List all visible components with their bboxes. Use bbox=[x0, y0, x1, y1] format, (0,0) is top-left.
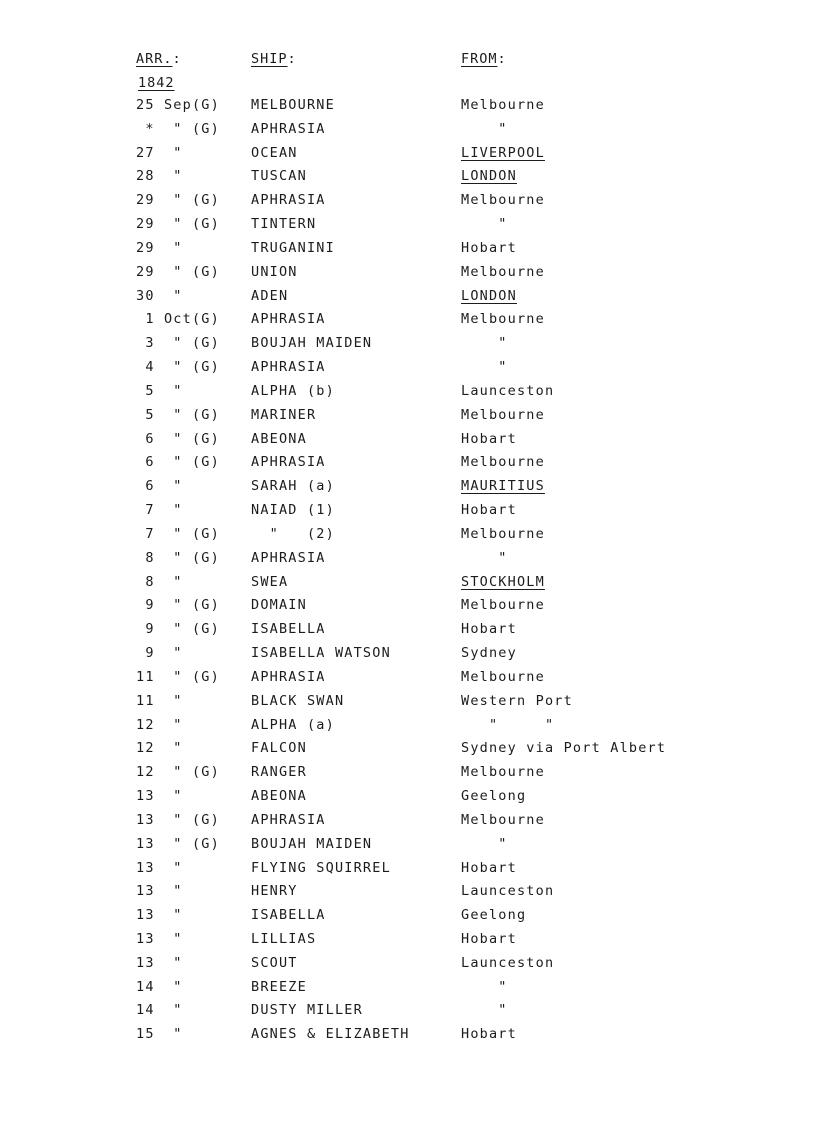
ship-name: APHRASIA bbox=[251, 311, 326, 328]
arrival-date: 7 " (G) bbox=[136, 525, 220, 542]
ship-name: ABEONA bbox=[251, 430, 307, 447]
arrival-date: 13 " bbox=[136, 907, 183, 924]
origin-port: Melbourne bbox=[461, 311, 545, 328]
ship-name: ISABELLA bbox=[251, 621, 326, 638]
table-row bbox=[0, 643, 816, 667]
arrival-date: 29 " (G) bbox=[136, 216, 220, 233]
ship-name: APHRASIA bbox=[251, 359, 326, 376]
column-header-row bbox=[0, 49, 816, 69]
origin-port: Melbourne bbox=[461, 525, 545, 542]
header-ship bbox=[251, 49, 297, 69]
arrival-date: 14 " bbox=[136, 1002, 183, 1019]
origin-port: Melbourne bbox=[461, 406, 545, 423]
origin-port: " bbox=[461, 1002, 508, 1019]
header-arr bbox=[136, 49, 182, 69]
origin-port: Hobart bbox=[461, 859, 517, 876]
ship-name: APHRASIA bbox=[251, 549, 326, 566]
ship-name: FLYING SQUIRREL bbox=[251, 859, 391, 876]
origin-port: Hobart bbox=[461, 621, 517, 638]
arrival-date: 15 " bbox=[136, 1026, 183, 1043]
table-row bbox=[0, 166, 816, 190]
table-row bbox=[0, 333, 816, 357]
arrival-date: 30 " bbox=[136, 287, 183, 304]
arrival-date: 25 Sep(G) bbox=[136, 97, 220, 113]
arrival-date: 13 " bbox=[136, 883, 183, 900]
ship-name: MELBOURNE bbox=[251, 97, 335, 113]
table-row bbox=[0, 858, 816, 882]
origin-port: " bbox=[461, 120, 508, 137]
ship-name: SCOUT bbox=[251, 954, 298, 971]
arrival-date: 13 " (G) bbox=[136, 835, 220, 852]
origin-port: Launceston bbox=[461, 954, 555, 971]
table-row bbox=[0, 572, 816, 596]
ship-name: ALPHA (a) bbox=[251, 716, 335, 733]
arrival-date: 12 " bbox=[136, 716, 183, 733]
arrival-date: 13 " bbox=[136, 859, 183, 876]
ship-name: APHRASIA bbox=[251, 668, 326, 685]
origin-port: Western Port bbox=[461, 692, 573, 709]
ship-name: " (2) bbox=[251, 525, 335, 542]
arrival-date: 8 " (G) bbox=[136, 549, 220, 566]
table-row bbox=[0, 190, 816, 214]
header-ship-label: SHIP bbox=[251, 51, 288, 67]
ship-name: SWEA bbox=[251, 573, 289, 590]
origin-port: " bbox=[461, 549, 508, 566]
table-row bbox=[0, 977, 816, 1001]
arrival-date: 7 " bbox=[136, 502, 183, 519]
header-from bbox=[461, 49, 507, 69]
origin-port: Launceston bbox=[461, 883, 555, 900]
ship-name: ISABELLA WATSON bbox=[251, 645, 391, 662]
arrival-date: 11 " (G) bbox=[136, 668, 220, 685]
ship-name: FALCON bbox=[251, 740, 307, 757]
ship-name: RANGER bbox=[251, 764, 307, 781]
table-row bbox=[0, 691, 816, 715]
ship-name: BOUJAH MAIDEN bbox=[251, 835, 373, 852]
ship-name: DOMAIN bbox=[251, 597, 307, 614]
arrival-date: 27 " bbox=[136, 144, 183, 161]
table-row bbox=[0, 476, 816, 500]
ship-name: TINTERN bbox=[251, 216, 317, 233]
table-row bbox=[0, 1024, 816, 1048]
table-row bbox=[0, 262, 816, 286]
ship-name: BOUJAH MAIDEN bbox=[251, 335, 373, 352]
ship-name: ADEN bbox=[251, 287, 289, 304]
origin-port: Geelong bbox=[461, 907, 527, 924]
origin-port: Melbourne bbox=[461, 454, 545, 471]
origin-port: Hobart bbox=[461, 239, 517, 256]
origin-port: Melbourne bbox=[461, 97, 545, 113]
arrival-date: 9 " (G) bbox=[136, 597, 220, 614]
ship-name: HENRY bbox=[251, 883, 298, 900]
origin-port: " " bbox=[461, 716, 555, 733]
ship-name: APHRASIA bbox=[251, 120, 326, 137]
table-row bbox=[0, 1000, 816, 1024]
table-row bbox=[0, 619, 816, 643]
arrival-date: 9 " bbox=[136, 645, 183, 662]
header-from-label: FROM bbox=[461, 51, 498, 67]
origin-port: Hobart bbox=[461, 1026, 517, 1043]
ship-name: AGNES & ELIZABETH bbox=[251, 1026, 410, 1043]
origin-port: Hobart bbox=[461, 930, 517, 947]
table-row bbox=[0, 500, 816, 524]
table-row bbox=[0, 667, 816, 691]
ship-name: ALPHA (b) bbox=[251, 382, 335, 399]
arrival-date: 13 " bbox=[136, 954, 183, 971]
table-row bbox=[0, 881, 816, 905]
table-row bbox=[0, 309, 816, 333]
ship-name: UNION bbox=[251, 263, 298, 280]
arrival-date: 14 " bbox=[136, 978, 183, 995]
arrival-date: 5 " (G) bbox=[136, 406, 220, 423]
arrival-date: 3 " (G) bbox=[136, 335, 220, 352]
origin-port: STOCKHOLM bbox=[461, 573, 545, 590]
table-row bbox=[0, 214, 816, 238]
origin-port: Hobart bbox=[461, 430, 517, 447]
header-arr-label: ARR. bbox=[136, 51, 173, 67]
ship-name: APHRASIA bbox=[251, 811, 326, 828]
arrival-date: 13 " bbox=[136, 788, 183, 805]
origin-port: " bbox=[461, 335, 508, 352]
table-row bbox=[0, 953, 816, 977]
arrival-date: 4 " (G) bbox=[136, 359, 220, 376]
arrival-date: 12 " (G) bbox=[136, 764, 220, 781]
arrival-date: 6 " bbox=[136, 478, 183, 495]
arrival-date: 13 " (G) bbox=[136, 811, 220, 828]
arrival-date: 5 " bbox=[136, 382, 183, 399]
table-row bbox=[0, 381, 816, 405]
origin-port: " bbox=[461, 978, 508, 995]
ship-name: TUSCAN bbox=[251, 168, 307, 185]
arrival-date: 13 " bbox=[136, 930, 183, 947]
origin-port: Launceston bbox=[461, 382, 555, 399]
arrival-date: 6 " (G) bbox=[136, 454, 220, 471]
origin-port: Melbourne bbox=[461, 192, 545, 209]
table-row bbox=[0, 738, 816, 762]
arrival-date: 6 " (G) bbox=[136, 430, 220, 447]
ship-name: APHRASIA bbox=[251, 192, 326, 209]
arrival-date: 29 " (G) bbox=[136, 192, 220, 209]
ship-name: LILLIAS bbox=[251, 930, 317, 947]
table-row bbox=[0, 119, 816, 143]
table-row bbox=[0, 95, 816, 119]
origin-port: LONDON bbox=[461, 168, 517, 185]
ship-name: OCEAN bbox=[251, 144, 298, 161]
arrival-date: * " (G) bbox=[136, 120, 220, 137]
table-row bbox=[0, 905, 816, 929]
ship-name: ABEONA bbox=[251, 788, 307, 805]
table-row bbox=[0, 452, 816, 476]
origin-port: Sydney bbox=[461, 645, 517, 662]
origin-port: LONDON bbox=[461, 287, 517, 304]
arrival-date: 29 " (G) bbox=[136, 263, 220, 280]
origin-port: " bbox=[461, 359, 508, 376]
arrival-date: 29 " bbox=[136, 239, 183, 256]
origin-port: Geelong bbox=[461, 788, 527, 805]
table-row bbox=[0, 786, 816, 810]
origin-port: Sydney via Port Albert bbox=[461, 740, 667, 757]
origin-port: " bbox=[461, 216, 508, 233]
ship-name: NAIAD (1) bbox=[251, 502, 335, 519]
header-ship-colon: : bbox=[287, 51, 297, 67]
header-arr-colon: : bbox=[172, 51, 182, 67]
table-row bbox=[0, 238, 816, 262]
arrival-date: 8 " bbox=[136, 573, 183, 590]
ship-name: MARINER bbox=[251, 406, 317, 423]
origin-port: Melbourne bbox=[461, 263, 545, 280]
header-from-colon: : bbox=[497, 51, 507, 67]
origin-port: Melbourne bbox=[461, 597, 545, 614]
arrival-date: 12 " bbox=[136, 740, 183, 757]
table-row bbox=[0, 548, 816, 572]
ship-name: BREEZE bbox=[251, 978, 307, 995]
table-row bbox=[0, 762, 816, 786]
ship-name: APHRASIA bbox=[251, 454, 326, 471]
ship-name: BLACK SWAN bbox=[251, 692, 345, 709]
table-row bbox=[0, 143, 816, 167]
ship-name: ISABELLA bbox=[251, 907, 326, 924]
year-heading: 1842 bbox=[138, 75, 175, 91]
table-row bbox=[0, 595, 816, 619]
origin-port: LIVERPOOL bbox=[461, 144, 545, 161]
table-row bbox=[0, 834, 816, 858]
origin-port: " bbox=[461, 835, 508, 852]
table-row bbox=[0, 524, 816, 548]
arrival-date: 9 " (G) bbox=[136, 621, 220, 638]
table-row bbox=[0, 429, 816, 453]
table-row bbox=[0, 810, 816, 834]
table-row bbox=[0, 405, 816, 429]
table-row bbox=[0, 715, 816, 739]
table-row bbox=[0, 357, 816, 381]
arrival-date: 1 Oct(G) bbox=[136, 311, 220, 328]
table-row bbox=[0, 929, 816, 953]
table-row bbox=[0, 286, 816, 310]
origin-port: Melbourne bbox=[461, 668, 545, 685]
origin-port: Melbourne bbox=[461, 764, 545, 781]
origin-port: Melbourne bbox=[461, 811, 545, 828]
origin-port: MAURITIUS bbox=[461, 478, 545, 495]
ship-name: DUSTY MILLER bbox=[251, 1002, 363, 1019]
ship-name: TRUGANINI bbox=[251, 239, 335, 256]
arrivals-list bbox=[0, 95, 816, 1048]
arrival-date: 11 " bbox=[136, 692, 183, 709]
origin-port: Hobart bbox=[461, 502, 517, 519]
arrival-date: 28 " bbox=[136, 168, 183, 185]
ship-name: SARAH (a) bbox=[251, 478, 335, 495]
